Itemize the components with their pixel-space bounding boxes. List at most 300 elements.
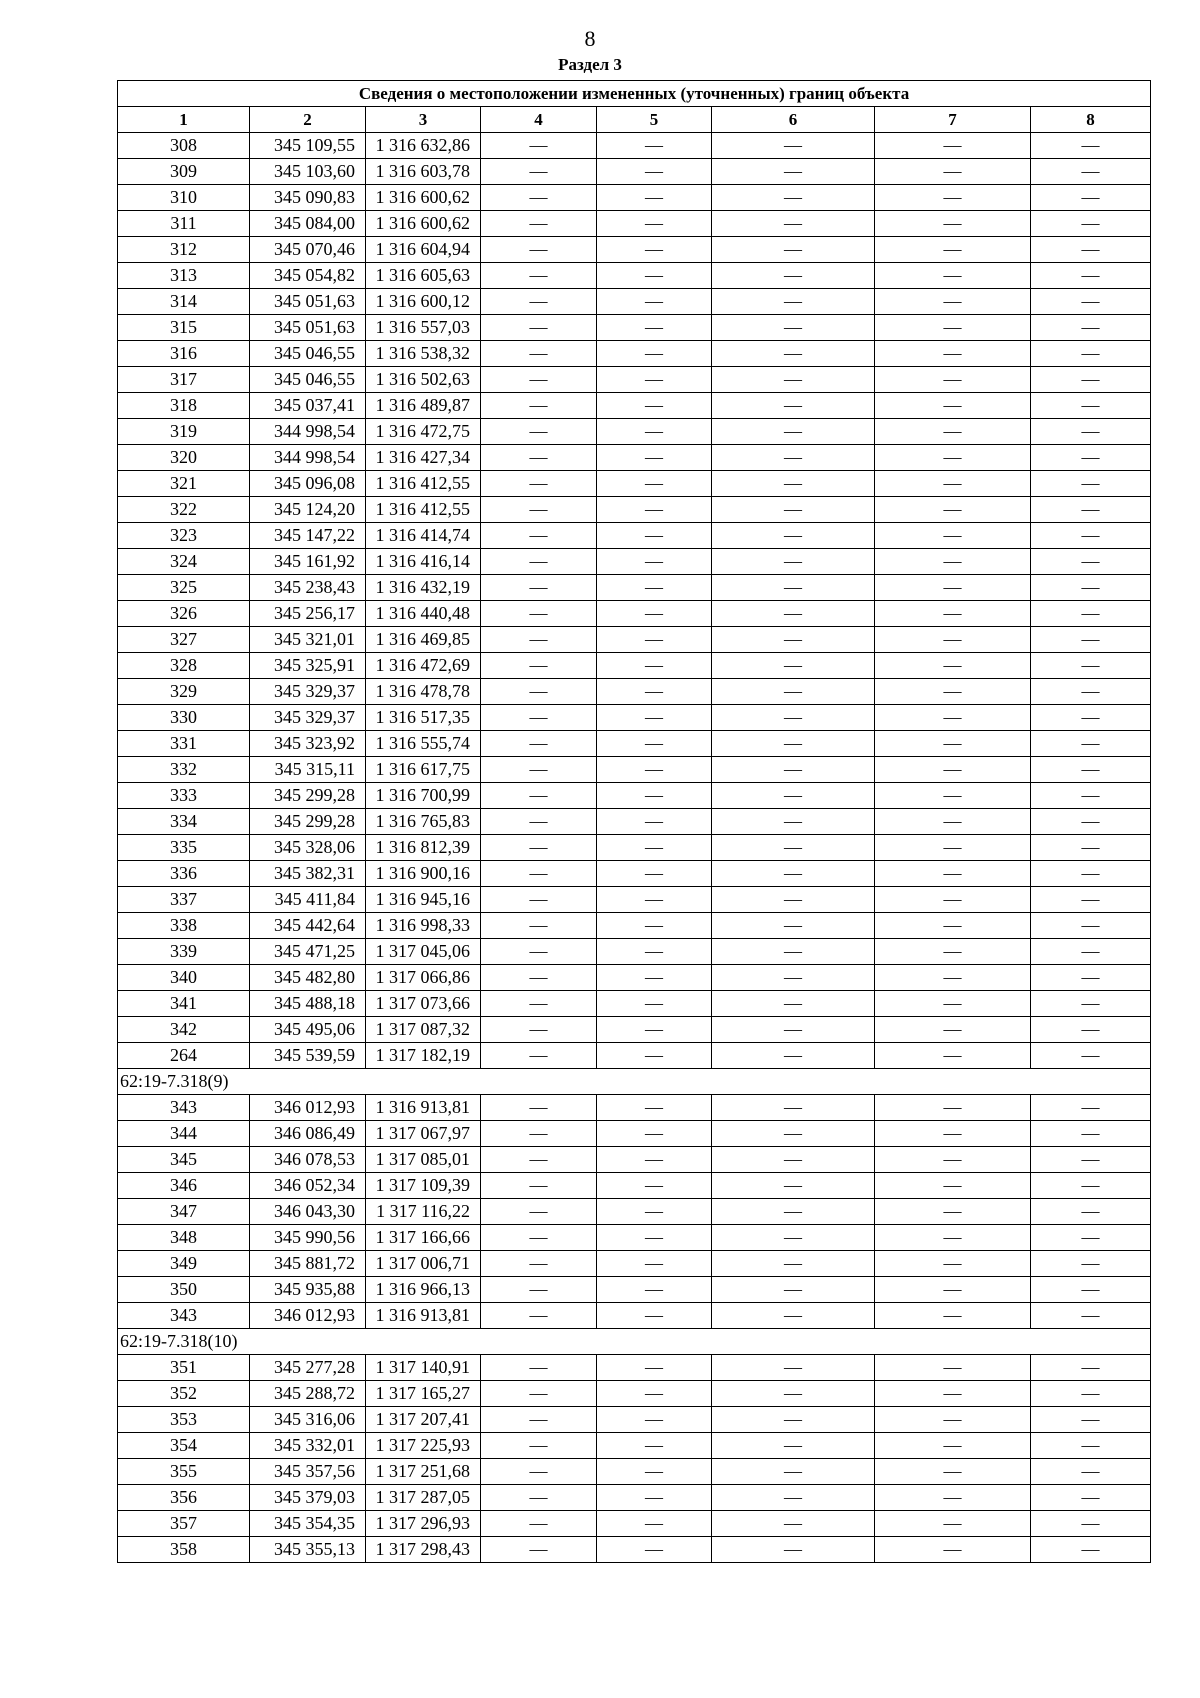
empty-value-dash-cell: —: [875, 1355, 1031, 1381]
point-number-cell: 350: [118, 1277, 250, 1303]
x-coordinate-cell: 345 316,06: [250, 1407, 366, 1433]
page-number: 8: [584, 26, 596, 51]
x-coordinate-cell: 346 086,49: [250, 1121, 366, 1147]
x-coordinate-cell: 345 161,92: [250, 549, 366, 575]
empty-value-dash-cell: —: [875, 1017, 1031, 1043]
point-number-cell: 337: [118, 887, 250, 913]
x-coordinate-cell: 345 411,84: [250, 887, 366, 913]
empty-value-dash-cell: —: [481, 575, 597, 601]
x-coordinate-cell: 345 051,63: [250, 289, 366, 315]
y-coordinate-cell: 1 317 251,68: [366, 1459, 481, 1485]
point-number-cell: 332: [118, 757, 250, 783]
x-coordinate-cell: 345 323,92: [250, 731, 366, 757]
point-number-cell: 333: [118, 783, 250, 809]
empty-value-dash-cell: —: [597, 159, 712, 185]
table-row: [118, 601, 1151, 627]
empty-value-dash-cell: —: [875, 341, 1031, 367]
empty-value-dash-cell: —: [712, 523, 875, 549]
y-coordinate-cell: 1 316 517,35: [366, 705, 481, 731]
empty-value-dash-cell: —: [597, 341, 712, 367]
table-row: [118, 1095, 1151, 1121]
empty-value-dash-cell: —: [481, 1485, 597, 1511]
x-coordinate-cell: 346 078,53: [250, 1147, 366, 1173]
empty-value-dash-cell: —: [481, 471, 597, 497]
empty-value-dash-cell: —: [597, 1537, 712, 1563]
y-coordinate-cell: 1 316 538,32: [366, 341, 481, 367]
empty-value-dash-cell: —: [1031, 809, 1151, 835]
empty-value-dash-cell: —: [597, 653, 712, 679]
empty-value-dash-cell: —: [597, 1173, 712, 1199]
table-row: [118, 289, 1151, 315]
empty-value-dash-cell: —: [875, 1251, 1031, 1277]
empty-value-dash-cell: —: [1031, 1173, 1151, 1199]
y-coordinate-cell: 1 316 440,48: [366, 601, 481, 627]
x-coordinate-cell: 345 103,60: [250, 159, 366, 185]
table-row: [118, 1485, 1151, 1511]
table-row: [118, 913, 1151, 939]
empty-value-dash-cell: —: [481, 159, 597, 185]
empty-value-dash-cell: —: [712, 835, 875, 861]
empty-value-dash-cell: —: [712, 1043, 875, 1069]
empty-value-dash-cell: —: [597, 705, 712, 731]
empty-value-dash-cell: —: [597, 731, 712, 757]
empty-value-dash-cell: —: [481, 757, 597, 783]
point-number-cell: 340: [118, 965, 250, 991]
empty-value-dash-cell: —: [875, 1277, 1031, 1303]
y-coordinate-cell: 1 316 600,62: [366, 211, 481, 237]
table-row: [118, 497, 1151, 523]
y-coordinate-cell: 1 316 945,16: [366, 887, 481, 913]
x-coordinate-cell: 346 052,34: [250, 1173, 366, 1199]
table-row: [118, 1355, 1151, 1381]
empty-value-dash-cell: —: [481, 367, 597, 393]
empty-value-dash-cell: —: [1031, 965, 1151, 991]
empty-value-dash-cell: —: [481, 1121, 597, 1147]
empty-value-dash-cell: —: [481, 315, 597, 341]
empty-value-dash-cell: —: [597, 1381, 712, 1407]
y-coordinate-cell: 1 316 900,16: [366, 861, 481, 887]
x-coordinate-cell: 344 998,54: [250, 445, 366, 471]
y-coordinate-cell: 1 316 600,62: [366, 185, 481, 211]
x-coordinate-cell: 345 277,28: [250, 1355, 366, 1381]
empty-value-dash-cell: —: [712, 159, 875, 185]
empty-value-dash-cell: —: [875, 445, 1031, 471]
empty-value-dash-cell: —: [597, 1199, 712, 1225]
table-row: [118, 1381, 1151, 1407]
empty-value-dash-cell: —: [597, 627, 712, 653]
point-number-cell: 347: [118, 1199, 250, 1225]
empty-value-dash-cell: —: [597, 965, 712, 991]
empty-value-dash-cell: —: [712, 393, 875, 419]
y-coordinate-cell: 1 317 207,41: [366, 1407, 481, 1433]
y-coordinate-cell: 1 317 045,06: [366, 939, 481, 965]
y-coordinate-cell: 1 317 085,01: [366, 1147, 481, 1173]
y-coordinate-cell: 1 317 296,93: [366, 1511, 481, 1537]
table-row: [118, 393, 1151, 419]
empty-value-dash-cell: —: [875, 757, 1031, 783]
empty-value-dash-cell: —: [1031, 263, 1151, 289]
section-title: Раздел 3: [558, 55, 622, 74]
empty-value-dash-cell: —: [1031, 159, 1151, 185]
point-number-cell: 320: [118, 445, 250, 471]
empty-value-dash-cell: —: [1031, 1251, 1151, 1277]
empty-value-dash-cell: —: [481, 861, 597, 887]
empty-value-dash-cell: —: [712, 289, 875, 315]
empty-value-dash-cell: —: [712, 471, 875, 497]
empty-value-dash-cell: —: [875, 289, 1031, 315]
empty-value-dash-cell: —: [597, 1511, 712, 1537]
empty-value-dash-cell: —: [1031, 627, 1151, 653]
empty-value-dash-cell: —: [1031, 731, 1151, 757]
table-row: [118, 705, 1151, 731]
empty-value-dash-cell: —: [597, 1407, 712, 1433]
point-number-cell: 338: [118, 913, 250, 939]
table-row: [118, 1407, 1151, 1433]
empty-value-dash-cell: —: [481, 289, 597, 315]
y-coordinate-cell: 1 316 600,12: [366, 289, 481, 315]
empty-value-dash-cell: —: [481, 1537, 597, 1563]
empty-value-dash-cell: —: [481, 679, 597, 705]
point-number-cell: 318: [118, 393, 250, 419]
point-number-cell: 315: [118, 315, 250, 341]
empty-value-dash-cell: —: [875, 887, 1031, 913]
x-coordinate-cell: 345 355,13: [250, 1537, 366, 1563]
table-row: [118, 731, 1151, 757]
empty-value-dash-cell: —: [875, 991, 1031, 1017]
table-row: [118, 627, 1151, 653]
empty-value-dash-cell: —: [875, 1485, 1031, 1511]
empty-value-dash-cell: —: [597, 497, 712, 523]
empty-value-dash-cell: —: [712, 887, 875, 913]
empty-value-dash-cell: —: [1031, 939, 1151, 965]
x-coordinate-cell: 345 299,28: [250, 783, 366, 809]
table-row: [118, 809, 1151, 835]
empty-value-dash-cell: —: [1031, 523, 1151, 549]
point-number-cell: 335: [118, 835, 250, 861]
y-coordinate-cell: 1 316 632,86: [366, 133, 481, 159]
table-row: [118, 1147, 1151, 1173]
empty-value-dash-cell: —: [712, 757, 875, 783]
x-coordinate-cell: 345 471,25: [250, 939, 366, 965]
point-number-cell: 312: [118, 237, 250, 263]
table-row: [118, 991, 1151, 1017]
y-coordinate-cell: 1 317 166,66: [366, 1225, 481, 1251]
point-number-cell: 355: [118, 1459, 250, 1485]
empty-value-dash-cell: —: [875, 1459, 1031, 1485]
empty-value-dash-cell: —: [875, 575, 1031, 601]
empty-value-dash-cell: —: [1031, 211, 1151, 237]
point-number-cell: 316: [118, 341, 250, 367]
empty-value-dash-cell: —: [481, 237, 597, 263]
empty-value-dash-cell: —: [712, 133, 875, 159]
x-coordinate-cell: 345 482,80: [250, 965, 366, 991]
empty-value-dash-cell: —: [481, 1095, 597, 1121]
empty-value-dash-cell: —: [597, 939, 712, 965]
empty-value-dash-cell: —: [481, 1459, 597, 1485]
column-number: 1: [118, 107, 250, 133]
empty-value-dash-cell: —: [712, 1017, 875, 1043]
empty-value-dash-cell: —: [1031, 367, 1151, 393]
empty-value-dash-cell: —: [712, 1251, 875, 1277]
empty-value-dash-cell: —: [875, 1511, 1031, 1537]
table-row: [118, 653, 1151, 679]
empty-value-dash-cell: —: [875, 367, 1031, 393]
point-number-cell: 324: [118, 549, 250, 575]
empty-value-dash-cell: —: [712, 1355, 875, 1381]
empty-value-dash-cell: —: [481, 1381, 597, 1407]
table-row: [118, 523, 1151, 549]
empty-value-dash-cell: —: [875, 549, 1031, 575]
x-coordinate-cell: 346 043,30: [250, 1199, 366, 1225]
empty-value-dash-cell: —: [597, 679, 712, 705]
y-coordinate-cell: 1 317 073,66: [366, 991, 481, 1017]
empty-value-dash-cell: —: [597, 237, 712, 263]
table-row: [118, 1459, 1151, 1485]
y-coordinate-cell: 1 317 298,43: [366, 1537, 481, 1563]
table-row: [118, 1017, 1151, 1043]
empty-value-dash-cell: —: [1031, 1511, 1151, 1537]
empty-value-dash-cell: —: [481, 939, 597, 965]
y-coordinate-cell: 1 316 998,33: [366, 913, 481, 939]
x-coordinate-cell: 345 329,37: [250, 679, 366, 705]
point-number-cell: 310: [118, 185, 250, 211]
empty-value-dash-cell: —: [712, 627, 875, 653]
empty-value-dash-cell: —: [597, 1485, 712, 1511]
x-coordinate-cell: 345 046,55: [250, 367, 366, 393]
y-coordinate-cell: 1 316 812,39: [366, 835, 481, 861]
y-coordinate-cell: 1 316 700,99: [366, 783, 481, 809]
empty-value-dash-cell: —: [481, 1225, 597, 1251]
column-number: 4: [481, 107, 597, 133]
empty-value-dash-cell: —: [597, 913, 712, 939]
empty-value-dash-cell: —: [597, 471, 712, 497]
x-coordinate-cell: 345 357,56: [250, 1459, 366, 1485]
x-coordinate-cell: 345 382,31: [250, 861, 366, 887]
x-coordinate-cell: 345 090,83: [250, 185, 366, 211]
x-coordinate-cell: 345 488,18: [250, 991, 366, 1017]
empty-value-dash-cell: —: [481, 913, 597, 939]
empty-value-dash-cell: —: [712, 263, 875, 289]
empty-value-dash-cell: —: [1031, 237, 1151, 263]
empty-value-dash-cell: —: [875, 263, 1031, 289]
empty-value-dash-cell: —: [597, 1017, 712, 1043]
empty-value-dash-cell: —: [481, 627, 597, 653]
empty-value-dash-cell: —: [875, 497, 1031, 523]
empty-value-dash-cell: —: [481, 835, 597, 861]
table-row: [118, 471, 1151, 497]
y-coordinate-cell: 1 316 469,85: [366, 627, 481, 653]
column-number: 7: [875, 107, 1031, 133]
point-number-cell: 353: [118, 1407, 250, 1433]
empty-value-dash-cell: —: [1031, 575, 1151, 601]
y-coordinate-cell: 1 316 557,03: [366, 315, 481, 341]
group-label: 62:19-7.318(9): [118, 1069, 1151, 1095]
empty-value-dash-cell: —: [1031, 653, 1151, 679]
empty-value-dash-cell: —: [597, 315, 712, 341]
y-coordinate-cell: 1 317 287,05: [366, 1485, 481, 1511]
y-coordinate-cell: 1 317 116,22: [366, 1199, 481, 1225]
empty-value-dash-cell: —: [481, 1511, 597, 1537]
x-coordinate-cell: 345 124,20: [250, 497, 366, 523]
empty-value-dash-cell: —: [1031, 1199, 1151, 1225]
y-coordinate-cell: 1 317 225,93: [366, 1433, 481, 1459]
empty-value-dash-cell: —: [1031, 913, 1151, 939]
x-coordinate-cell: 345 325,91: [250, 653, 366, 679]
empty-value-dash-cell: —: [481, 341, 597, 367]
empty-value-dash-cell: —: [875, 185, 1031, 211]
empty-value-dash-cell: —: [712, 861, 875, 887]
empty-value-dash-cell: —: [597, 419, 712, 445]
empty-value-dash-cell: —: [1031, 1225, 1151, 1251]
empty-value-dash-cell: —: [481, 1251, 597, 1277]
empty-value-dash-cell: —: [875, 731, 1031, 757]
point-number-cell: 331: [118, 731, 250, 757]
x-coordinate-cell: 345 037,41: [250, 393, 366, 419]
empty-value-dash-cell: —: [875, 939, 1031, 965]
table-row: [118, 237, 1151, 263]
y-coordinate-cell: 1 317 066,86: [366, 965, 481, 991]
y-coordinate-cell: 1 316 478,78: [366, 679, 481, 705]
empty-value-dash-cell: —: [712, 1407, 875, 1433]
empty-value-dash-cell: —: [481, 419, 597, 445]
empty-value-dash-cell: —: [1031, 757, 1151, 783]
point-number-cell: 313: [118, 263, 250, 289]
empty-value-dash-cell: —: [597, 861, 712, 887]
y-coordinate-cell: 1 317 109,39: [366, 1173, 481, 1199]
y-coordinate-cell: 1 316 765,83: [366, 809, 481, 835]
x-coordinate-cell: 345 070,46: [250, 237, 366, 263]
empty-value-dash-cell: —: [481, 731, 597, 757]
empty-value-dash-cell: —: [1031, 1537, 1151, 1563]
empty-value-dash-cell: —: [875, 1433, 1031, 1459]
empty-value-dash-cell: —: [597, 575, 712, 601]
empty-value-dash-cell: —: [875, 835, 1031, 861]
point-number-cell: 354: [118, 1433, 250, 1459]
y-coordinate-cell: 1 316 489,87: [366, 393, 481, 419]
empty-value-dash-cell: —: [712, 549, 875, 575]
empty-value-dash-cell: —: [875, 1095, 1031, 1121]
empty-value-dash-cell: —: [875, 1147, 1031, 1173]
y-coordinate-cell: 1 316 617,75: [366, 757, 481, 783]
empty-value-dash-cell: —: [712, 497, 875, 523]
empty-value-dash-cell: —: [712, 211, 875, 237]
x-coordinate-cell: 345 054,82: [250, 263, 366, 289]
x-coordinate-cell: 345 495,06: [250, 1017, 366, 1043]
x-coordinate-cell: 345 299,28: [250, 809, 366, 835]
empty-value-dash-cell: —: [1031, 185, 1151, 211]
empty-value-dash-cell: —: [875, 159, 1031, 185]
x-coordinate-cell: 345 935,88: [250, 1277, 366, 1303]
empty-value-dash-cell: —: [712, 419, 875, 445]
x-coordinate-cell: 345 321,01: [250, 627, 366, 653]
empty-value-dash-cell: —: [712, 913, 875, 939]
table-row: [118, 1433, 1151, 1459]
empty-value-dash-cell: —: [712, 367, 875, 393]
empty-value-dash-cell: —: [597, 1251, 712, 1277]
table-row: [118, 1277, 1151, 1303]
point-number-cell: 325: [118, 575, 250, 601]
empty-value-dash-cell: —: [481, 211, 597, 237]
table-row: [118, 1225, 1151, 1251]
empty-value-dash-cell: —: [481, 991, 597, 1017]
y-coordinate-cell: 1 316 432,19: [366, 575, 481, 601]
point-number-cell: 334: [118, 809, 250, 835]
empty-value-dash-cell: —: [481, 1355, 597, 1381]
empty-value-dash-cell: —: [597, 809, 712, 835]
point-number-cell: 322: [118, 497, 250, 523]
table-row: [118, 835, 1151, 861]
y-coordinate-cell: 1 316 603,78: [366, 159, 481, 185]
empty-value-dash-cell: —: [1031, 1277, 1151, 1303]
empty-value-dash-cell: —: [1031, 1147, 1151, 1173]
table-row: [118, 887, 1151, 913]
empty-value-dash-cell: —: [1031, 679, 1151, 705]
y-coordinate-cell: 1 316 604,94: [366, 237, 481, 263]
empty-value-dash-cell: —: [712, 1173, 875, 1199]
empty-value-dash-cell: —: [597, 523, 712, 549]
empty-value-dash-cell: —: [481, 965, 597, 991]
table-row: [118, 341, 1151, 367]
empty-value-dash-cell: —: [1031, 1381, 1151, 1407]
empty-value-dash-cell: —: [1031, 783, 1151, 809]
empty-value-dash-cell: —: [712, 1433, 875, 1459]
empty-value-dash-cell: —: [597, 185, 712, 211]
point-number-cell: 348: [118, 1225, 250, 1251]
y-coordinate-cell: 1 316 913,81: [366, 1303, 481, 1329]
empty-value-dash-cell: —: [712, 185, 875, 211]
x-coordinate-cell: 345 046,55: [250, 341, 366, 367]
empty-value-dash-cell: —: [597, 1459, 712, 1485]
table-row: [118, 965, 1151, 991]
empty-value-dash-cell: —: [481, 445, 597, 471]
point-number-cell: 352: [118, 1381, 250, 1407]
empty-value-dash-cell: —: [875, 783, 1031, 809]
empty-value-dash-cell: —: [875, 393, 1031, 419]
y-coordinate-cell: 1 317 182,19: [366, 1043, 481, 1069]
empty-value-dash-cell: —: [875, 965, 1031, 991]
empty-value-dash-cell: —: [875, 627, 1031, 653]
empty-value-dash-cell: —: [1031, 1485, 1151, 1511]
empty-value-dash-cell: —: [1031, 991, 1151, 1017]
y-coordinate-cell: 1 317 006,71: [366, 1251, 481, 1277]
column-number: 8: [1031, 107, 1151, 133]
table-row: [118, 1121, 1151, 1147]
empty-value-dash-cell: —: [597, 549, 712, 575]
empty-value-dash-cell: —: [597, 263, 712, 289]
point-number-cell: 328: [118, 653, 250, 679]
x-coordinate-cell: 345 256,17: [250, 601, 366, 627]
x-coordinate-cell: 345 288,72: [250, 1381, 366, 1407]
empty-value-dash-cell: —: [875, 237, 1031, 263]
empty-value-dash-cell: —: [1031, 1095, 1151, 1121]
table-caption: Сведения о местоположении измененных (уточненных) границ объекта: [118, 81, 1151, 107]
x-coordinate-cell: 345 379,03: [250, 1485, 366, 1511]
column-number: 2: [250, 107, 366, 133]
group-header-row: [118, 1329, 1151, 1355]
empty-value-dash-cell: —: [712, 1485, 875, 1511]
y-coordinate-cell: 1 316 472,75: [366, 419, 481, 445]
empty-value-dash-cell: —: [1031, 1433, 1151, 1459]
y-coordinate-cell: 1 316 555,74: [366, 731, 481, 757]
y-coordinate-cell: 1 317 087,32: [366, 1017, 481, 1043]
y-coordinate-cell: 1 317 165,27: [366, 1381, 481, 1407]
empty-value-dash-cell: —: [875, 523, 1031, 549]
table-row: [118, 159, 1151, 185]
table-row: [118, 1537, 1151, 1563]
y-coordinate-cell: 1 316 472,69: [366, 653, 481, 679]
table-row: [118, 133, 1151, 159]
empty-value-dash-cell: —: [481, 705, 597, 731]
